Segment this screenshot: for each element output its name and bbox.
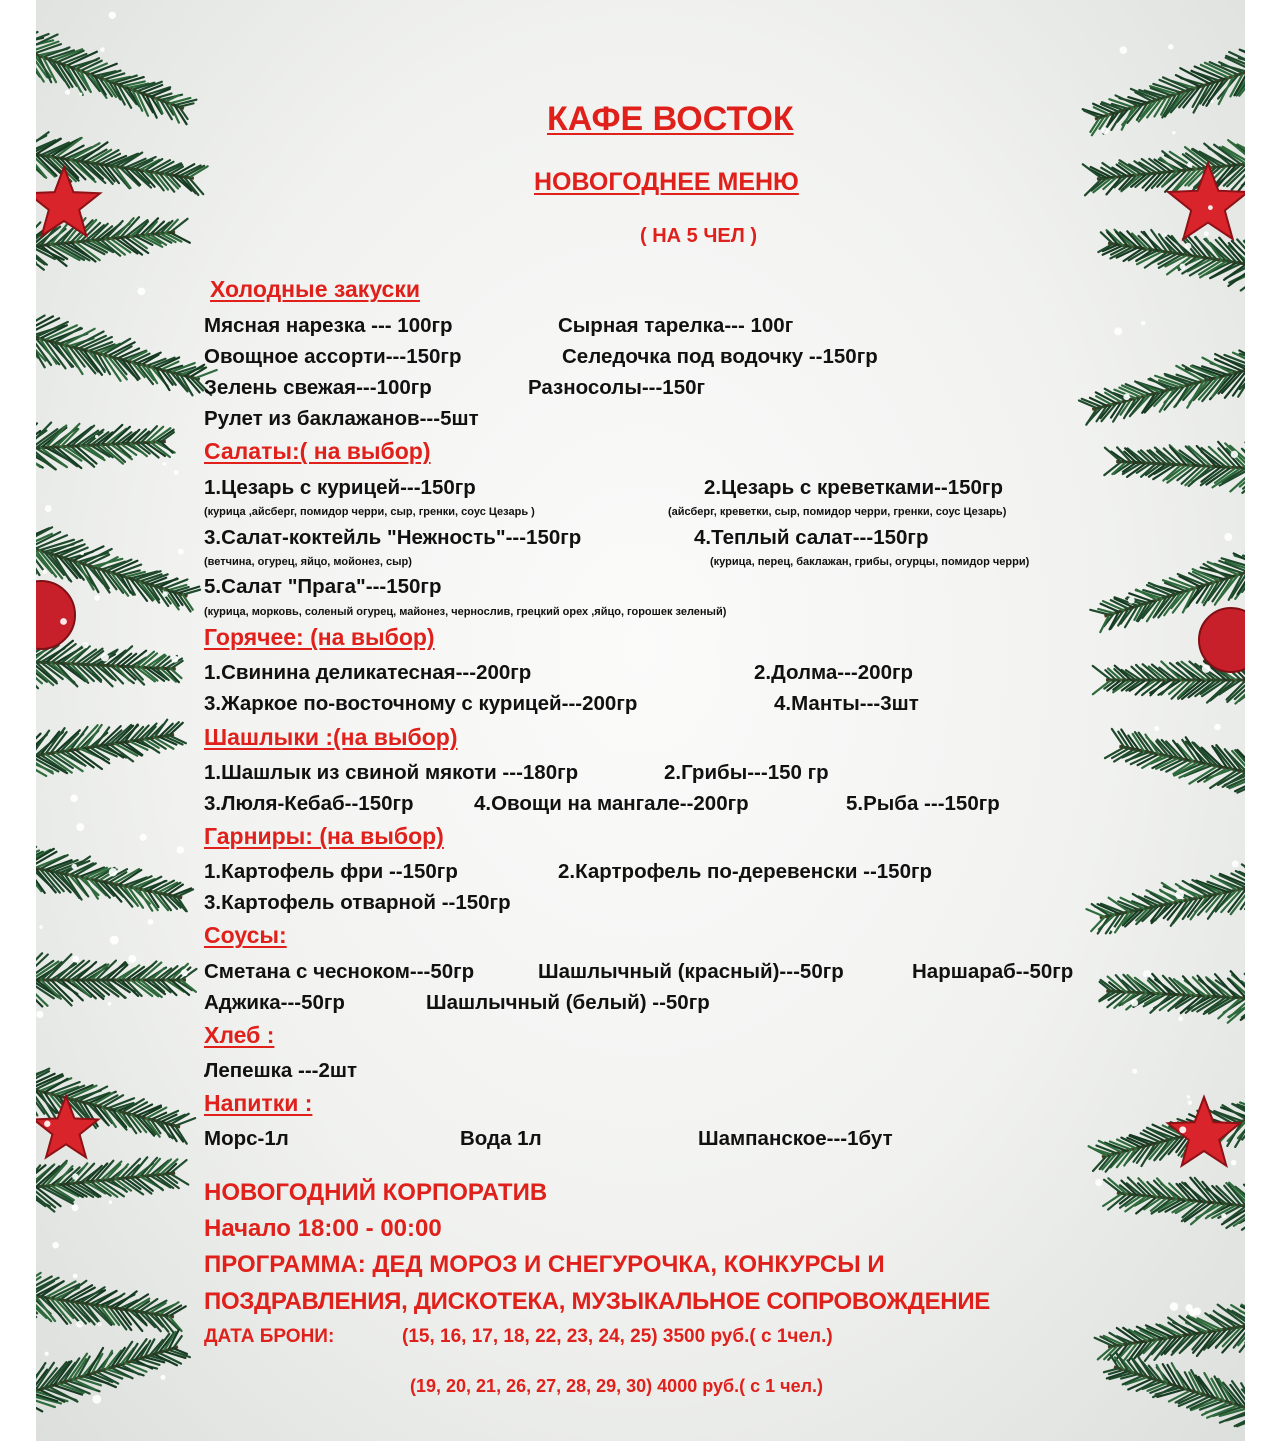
snowflake-icon (1168, 44, 1173, 49)
snowflake-icon (60, 618, 67, 625)
snowflake-icon (162, 591, 168, 597)
snowflake-icon (45, 505, 52, 512)
pine-branch-icon (36, 1273, 186, 1333)
snowflake-icon (1170, 1302, 1178, 1310)
pine-branch-icon (1098, 230, 1245, 291)
snowflake-icon (140, 834, 147, 841)
menu-item: 1.Цезарь с курицей---150гр (204, 476, 476, 499)
snowflake-icon (1131, 999, 1138, 1006)
menu-item: Лепешка ---2шт (204, 1059, 358, 1082)
snowflake-icon (94, 595, 100, 601)
menu-item: 1.Шашлык из свиной мякоти ---180гр (204, 761, 579, 784)
snowflake-icon (1128, 597, 1135, 604)
snowflake-icon (1172, 131, 1175, 134)
snowflake-icon (52, 1242, 59, 1249)
menu-item: 3.Салат-коктейль "Нежность"---150гр (204, 526, 582, 549)
snowflake-icon (181, 969, 188, 976)
section-title-sauces: Соусы: (204, 922, 287, 948)
menu-item: Аджика---50гр (204, 991, 345, 1014)
menu-item: Разносолы---150г (528, 376, 706, 399)
menu-item: Морс-1л (204, 1127, 289, 1150)
menu-card (36, 0, 1245, 1441)
snowflake-icon (1102, 127, 1109, 134)
section-title-bread: Хлеб : (204, 1022, 275, 1048)
snowflake-icon (101, 653, 109, 661)
snowflake-icon (79, 93, 82, 96)
snowflake-icon (1123, 394, 1130, 401)
snowflake-icon (110, 936, 119, 945)
menu-item: Шашлычный (белый) --50гр (426, 991, 710, 1014)
snowflake-icon (72, 956, 79, 963)
pine-branch-icon (1086, 864, 1245, 933)
snowflake-icon (1221, 1213, 1226, 1218)
snowflake-icon (1132, 1069, 1137, 1074)
menu-item: Вода 1л (460, 1127, 542, 1150)
pine-branch-icon (1105, 729, 1245, 793)
snowflake-icon (1179, 1126, 1186, 1133)
snowflake-icon (177, 846, 184, 853)
pine-branch-icon (36, 316, 217, 396)
pine-branch-icon (36, 847, 193, 911)
snowflake-icon (45, 1352, 49, 1356)
snowflake-icon (36, 1011, 43, 1018)
snowflake-icon (1232, 861, 1239, 868)
snowflake-icon (1188, 1100, 1192, 1104)
snowflake-icon (161, 1375, 166, 1380)
pine-branch-icon (36, 32, 196, 124)
snowflake-icon (1214, 724, 1221, 731)
menu-item: 5.Салат "Прага"---150гр (204, 575, 442, 598)
snowflake-icon (1111, 927, 1116, 932)
snowflake-icon (92, 1395, 101, 1404)
snowflake-icon (1208, 205, 1213, 210)
snowflake-icon (171, 656, 178, 663)
menu-item: Шашлычный (красный)---50гр (538, 960, 844, 983)
booking-dates-2: (19, 20, 21, 26, 27, 28, 29, 30) 4000 руб.( с 1 чел.) (410, 1376, 824, 1396)
section-title-drinks: Напитки : (204, 1090, 313, 1116)
pine-branch-icon (1104, 1352, 1245, 1431)
menu-item: Рулет из баклажанов---5шт (204, 407, 479, 430)
menu-item: 2.Грибы---150 гр (664, 761, 829, 784)
pine-branch-icon (1083, 140, 1245, 195)
section-title-salads: Салаты:( на выбор) (204, 438, 431, 464)
menu-item: 3.Картофель отварной --150гр (204, 891, 511, 914)
menu-item: Сырная тарелка--- 100г (558, 314, 794, 337)
snowflake-icon (1231, 451, 1238, 458)
pine-branch-icon (1079, 346, 1245, 424)
ornament-ball-icon (36, 581, 75, 649)
persons-note: ( НА 5 ЧЕЛ ) (640, 225, 757, 247)
snowflake-icon (174, 470, 179, 475)
snowflake-icon (72, 1173, 78, 1179)
snowflake-icon (72, 1204, 79, 1211)
snowflake-icon (109, 868, 117, 876)
menu-item: Мясная нарезка --- 100гр (204, 314, 453, 337)
snowflake-icon (108, 1002, 112, 1006)
pine-branch-icon (36, 1157, 188, 1211)
pine-branch-icon (36, 423, 175, 474)
snowflake-icon (1141, 321, 1145, 325)
snowflake-icon (1204, 231, 1209, 236)
snowflake-icon (73, 1274, 78, 1279)
snowflake-icon (1114, 327, 1122, 335)
snowflake-icon (39, 925, 43, 929)
snowflake-icon (1187, 162, 1193, 168)
menu-item: 3.Люля-Кебаб--150гр (204, 792, 414, 815)
pine-branch-icon (36, 1330, 190, 1412)
booking-dates-1: (15, 16, 17, 18, 22, 23, 24, 25) 3500 руб.( с 1чел.) (402, 1326, 833, 1347)
menu-item: 5.Рыба ---150гр (846, 792, 1000, 815)
pine-branch-icon (36, 953, 196, 1006)
snowflake-icon (148, 919, 154, 925)
snowflake-icon (44, 1121, 50, 1127)
pine-branch-icon (1104, 442, 1245, 493)
snowflake-icon (1231, 1160, 1237, 1166)
snowflake-icon (1180, 264, 1186, 270)
item-ingredients: (курица, перец, баклажан, грибы, огурцы, помидор черри) (710, 556, 1030, 568)
pine-branch-icon (1083, 50, 1245, 136)
menu-item: 4.Манты---3шт (774, 692, 919, 715)
event-title: НОВОГОДНИЙ КОРПОРАТИВ (204, 1179, 548, 1206)
menu-item: Наршараб--50гр (912, 960, 1074, 983)
snowflake-icon (100, 47, 105, 52)
snowflake-icon (80, 551, 84, 555)
menu-item: 2.Картрофель по-деревенски --150гр (558, 860, 933, 883)
menu-item: Шампанское---1бут (698, 1127, 893, 1150)
section-title-shashlik: Шашлыки :(на выбор) (204, 724, 458, 750)
snowflake-icon (95, 435, 98, 438)
menu-item: Селедочка под водочку --150гр (562, 345, 878, 368)
menu-subtitle: НОВОГОДНЕЕ МЕНЮ (534, 168, 799, 196)
snowflake-icon (1185, 243, 1192, 250)
pine-branch-icon (36, 720, 186, 776)
snowflake-icon (70, 794, 78, 802)
menu-item: 4.Теплый салат---150гр (694, 526, 929, 549)
booking-label: ДАТА БРОНИ: (204, 1326, 335, 1347)
snowflake-icon (1175, 890, 1184, 899)
item-ingredients: (ветчина, огурец, яйцо, мойонез, сыр) (204, 556, 412, 568)
menu-item: Сметана с чесноком---50гр (204, 960, 475, 983)
snowflake-icon (128, 955, 136, 963)
menu-item: Зелень свежая---100гр (204, 376, 432, 399)
snowflake-icon (71, 864, 76, 869)
snowflake-icon (1154, 726, 1159, 731)
snowflake-icon (1189, 1309, 1197, 1317)
item-ingredients: (айсберг, креветки, сыр, помидор черри, гренки, соус Цезарь) (668, 506, 1007, 518)
snowflake-icon (109, 12, 116, 19)
section-title-garnish: Гарниры: (на выбор) (204, 823, 444, 849)
menu-item: 2.Долма---200гр (754, 661, 914, 684)
snowflake-icon (82, 642, 88, 648)
snowflake-icon (76, 823, 84, 831)
snowflake-icon (1187, 1095, 1190, 1098)
menu-item: 2.Цезарь с креветками--150гр (704, 476, 1003, 499)
event-program: ПОЗДРАВЛЕНИЯ, ДИСКОТЕКА, МУЗЫКАЛЬНОЕ СОПРОВОЖДЕНИЕ (204, 1288, 990, 1315)
snowflake-icon (162, 462, 166, 466)
item-ingredients: (курица, морковь, соленый огурец, майонез, чернослив, грецкий орех ,яйцо, горошек зеленый) (204, 606, 727, 618)
snowflake-icon (109, 1200, 113, 1204)
snowflake-icon (1143, 970, 1151, 978)
pine-branch-icon (1103, 1178, 1245, 1232)
snowflake-icon (1120, 46, 1128, 54)
snowflake-icon (1162, 233, 1166, 237)
snowflake-icon (1211, 100, 1214, 103)
snowflake-icon (76, 1321, 83, 1328)
star-icon (1168, 163, 1245, 239)
cafe-title: КАФЕ ВОСТОК (547, 100, 794, 138)
menu-item: 1.Свинина деликатесная---200гр (204, 661, 532, 684)
pine-branch-icon (1099, 971, 1245, 1022)
menu-item: 4.Овощи на мангале--200гр (474, 792, 749, 815)
menu-item: 1.Картофель фри --150гр (204, 860, 458, 883)
snowflake-icon (178, 549, 184, 555)
snowflake-icon (1178, 1016, 1183, 1021)
menu-item: 3.Жаркое по-восточному с курицей---200гр (204, 692, 638, 715)
snowflake-icon (97, 1322, 101, 1326)
event-time: Начало 18:00 - 00:00 (204, 1215, 442, 1242)
snowflake-icon (42, 570, 46, 574)
menu-item: Овощное ассорти---150гр (204, 345, 462, 368)
snowflake-icon (137, 287, 145, 295)
snowflake-icon (1095, 1179, 1102, 1186)
snowflake-icon (65, 90, 70, 95)
section-title-cold: Холодные закуски (210, 276, 420, 302)
event-program: ПРОГРАММА: ДЕД МОРОЗ И СНЕГУРОЧКА, КОНКУРСЫ И (204, 1251, 885, 1278)
snowflake-icon (1224, 533, 1232, 541)
item-ingredients: (курица ,айсберг, помидор черри, сыр, гренки, соус Цезарь ) (204, 506, 535, 518)
snowflake-icon (1202, 664, 1211, 673)
section-title-hot: Горячее: (на выбор) (204, 624, 435, 650)
